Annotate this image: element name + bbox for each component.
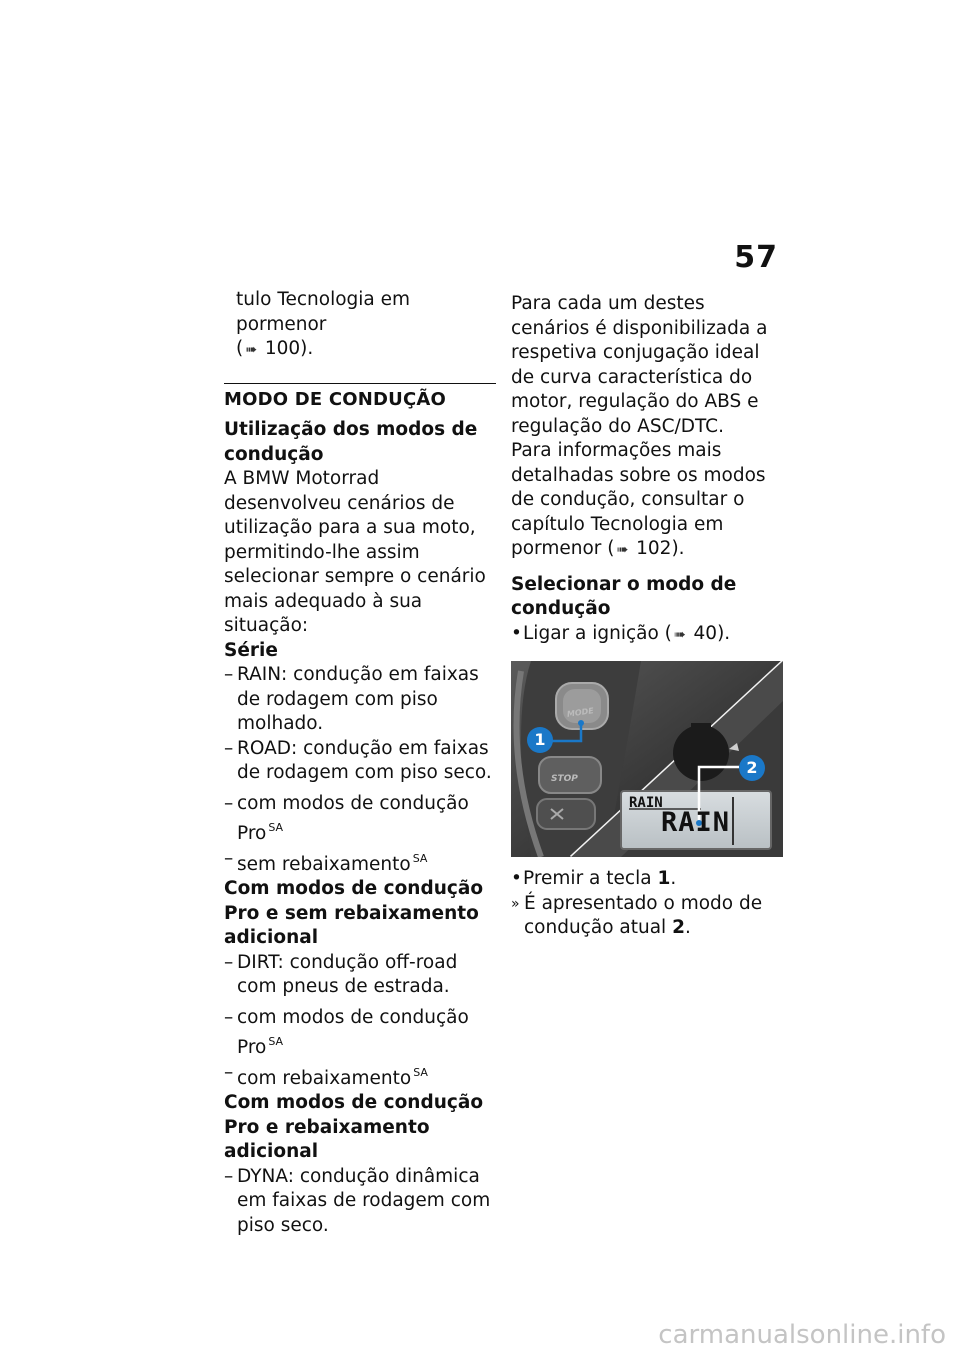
callout-1: 1	[527, 727, 553, 753]
page-number: 57	[734, 240, 778, 275]
page-ref-arrow-icon: ➠	[673, 626, 686, 643]
list-item-road: – ROAD: condução em faixas de rodagem com piso seco.	[224, 737, 492, 783]
mode-button-figure	[511, 661, 783, 857]
step-press-key: • Premir a tecla 1.	[511, 868, 677, 889]
list-item-dirt: – DIRT: condução off-road com pneus de estrada.	[224, 951, 458, 997]
details-paragraph: Para informações mais detalhadas sobre os modos de condução, consultar o capítulo Tecnologia em pormenor ( ➠ 102).	[511, 440, 766, 559]
page-ref-link[interactable]: 100).	[264, 338, 314, 359]
subheading-select-mode: Selecionar o modo de condução	[511, 573, 737, 619]
condition-lowering: – com rebaixamento $^{SA}$	[224, 1061, 428, 1089]
page-ref-link[interactable]: 102).	[636, 538, 685, 559]
list-item-dyna: – DYNA: condução dinâmica em faixas de rodagem com piso seco.	[224, 1165, 491, 1236]
page-ref-link[interactable]: 40).	[693, 622, 731, 644]
list-item-rain: – RAIN: condução em faixas de rodagem com piso molhado.	[224, 664, 479, 734]
stop-button-label: STOP	[551, 774, 578, 784]
condition-no-lowering: – sem rebaixamento $^{SA}$	[224, 847, 428, 875]
condition-pro-modes-2: – com modos de condução Pro $^{SA}$	[224, 1006, 469, 1058]
display-mode-big: RAIN	[661, 807, 731, 838]
callout-2: 2	[739, 755, 765, 781]
step-ignition: • Ligar a ignição ( ➠ 40).	[511, 622, 731, 644]
intro-text: tulo Tecnologia em pormenor ( ➠ 100).	[236, 289, 411, 359]
left-column	[224, 288, 496, 1238]
serie-label: Série	[224, 639, 278, 661]
bold-heading-pro-lowering: Com modos de condução Pro e rebaixamento adicional	[224, 1092, 484, 1162]
scenario-paragraph: Para cada um destes cenários é disponibilizada a respetiva conjugação ideal de curva característica do motor, regulação do ABS e regulação do ASC/DTC.	[511, 293, 768, 437]
condition-pro-modes: – com modos de condução Pro $^{SA}$	[224, 792, 469, 844]
display-mode-small: RAIN	[629, 795, 663, 811]
page-ref-arrow-icon: ➠	[616, 542, 629, 558]
usage-paragraph: A BMW Motorrad desenvolveu cenários de utilização para a sua moto, permitindo-lhe assim selecionar sempre o cenário mais adequado à sua situação:	[224, 468, 486, 636]
subheading-usage: Utilização dos modos de condução	[224, 419, 478, 465]
result-display: » É apresentado o modo de condução atual 2.	[511, 892, 763, 938]
section-title: MODO DE CONDUÇÃO	[224, 383, 496, 413]
bold-heading-pro-no-lowering: Com modos de condução Pro e sem rebaixamento adicional	[224, 878, 484, 948]
page-ref-arrow-icon: ➠	[245, 342, 257, 358]
mode-button-label: MODE	[566, 706, 595, 719]
right-column	[511, 292, 783, 941]
watermark: carmanualsonline.info	[658, 1320, 946, 1350]
